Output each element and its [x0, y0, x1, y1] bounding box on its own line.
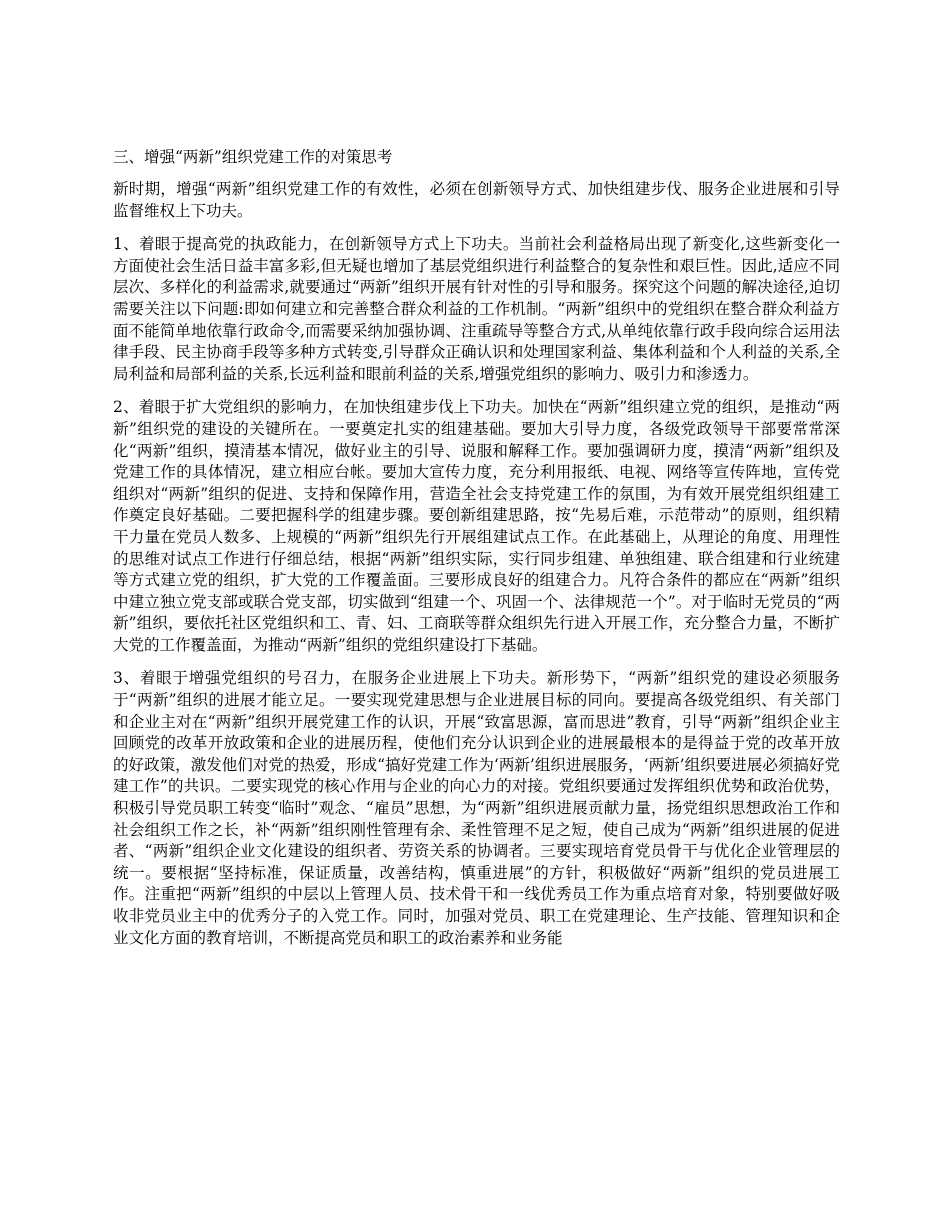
document-page	[113, 146, 840, 961]
intro-paragraph: 新时期，增强“两新”组织党建工作的有效性，必须在创新领导方式、加快组建步伐、服务企业进展和引导监督维权上下功夫。	[113, 180, 840, 220]
paragraph-3-enterprise-service: 3、着眼于增强党组织的号召力，在服务企业进展上下功夫。新形势下，“两新”组织党的建设必须服务于“两新”组织的进展才能立足。一要实现党建思想与企业进展目标的同向。要提高各级党组织、有关部门和企业主对在“两新”组织开展党建工作的认识，开展“致富思源，富而思进”教育，引导“两新”组织企业主回顾党的改革开放政策和企业的进展历程，使他们充分认识到企业的进展最根本的是得益于党的改革开放的好政策，激发他们对党的热爱，形成“搞好党建工作为‘两新’组织进展服务，‘两新’组织要进展必须搞好党建工作”的共识。二要实现党的核心作用与企业的向心力的对接。党组织要通过发挥组织优势和政治优势，积极引导党员职工转变“临时”观念、“雇员”思想，为“两新”组织进展贡献力量，扬党组织思想政治工作和社会组织工作之长，补“两新”组织刚性管理有余、柔性管理不足之短，使自己成为“两新”组织进展的促进者、“两新”组织企业文化建设的组织者、劳资关系的协调者。三要实现培育党员骨干与优化企业管理层的统一。要根据“坚持标准，保证质量，改善结构，慎重进展”的方针，积极做好“两新”组织的党员进展工作。注重把“两新”组织的中层以上管理人员、技术骨干和一线优秀员工作为重点培育对象，特别要做好吸收非党员业主中的优秀分子的入党工作。同时，加强对党员、职工在党建理论、生产技能、管理知识和企业文化方面的教育培训，不断提高党员和职工的政治素养和业务能	[113, 669, 840, 947]
section-heading: 三、增强“两新”组织党建工作的对策思考	[113, 148, 393, 166]
paragraph-2-organization-building: 2、着眼于扩大党组织的影响力，在加快组建步伐上下功夫。加快在“两新”组织建立党的组织，是推动“两新”组织党的建设的关键所在。一要奠定扎实的组建基础。要加大引导力度，各级党政领导干部要常常深化“两新”组织，摸清基本情况，做好业主的引导、说服和解释工作。要加强调研力度，摸清“两新”组织及党建工作的具体情况，建立相应台帐。要加大宣传力度，充分利用报纸、电视、网络等宣传阵地，宣传党组织对“两新”组织的促进、支持和保障作用，营造全社会支持党建工作的氛围，为有效开展党组织组建工作奠定良好基础。二要把握科学的组建步骤。要创新组建思路，按“先易后难，示范带动”的原则，组织精干力量在党员人数多、上规模的“两新”组织先行开展组建试点工作。在此基础上，从理论的角度、用理性的思维对试点工作进行仔细总结，根据“两新”组织实际，实行同步组建、单独组建、联合组建和行业统建等方式建立党的组织，扩大党的工作覆盖面。三要形成良好的组建合力。凡符合条件的都应在“两新”组织中建立独立党支部或联合党支部，切实做到“组建一个、巩固一个、法律规范一个”。对于临时无党员的“两新”组织，要依托社区党组织和工、青、妇、工商联等群众组织先行进入开展工作，充分整合力量，不断扩大党的工作覆盖面，为推动“两新”组织的党组织建设打下基础。	[113, 398, 840, 654]
paragraph-1-leadership: 1、着眼于提高党的执政能力，在创新领导方式上下功夫。当前社会利益格局出现了新变化,这些新变化一方面使社会生活日益丰富多彩,但无疑也增加了基层党组织进行利益整合的复杂性和艰巨性。因此,适应不同层次、多样化的利益需求,就要通过“两新”组织开展有针对性的引导和服务。探究这个问题的解决途径,迫切需要关注以下问题:即如何建立和完善整合群众利益的工作机制。“两新”组织中的党组织在整合群众利益方面不能简单地依靠行政命令,而需要采纳加强协调、注重疏导等整合方式,从单纯依靠行政手段向综合运用法律手段、民主协商手段等多种方式转变,引导群众正确认识和处理国家利益、集体利益和个人利益的关系,全局利益和局部利益的关系,长远利益和眼前利益的关系,增强党组织的影响力、吸引力和渗透力。	[113, 235, 840, 383]
